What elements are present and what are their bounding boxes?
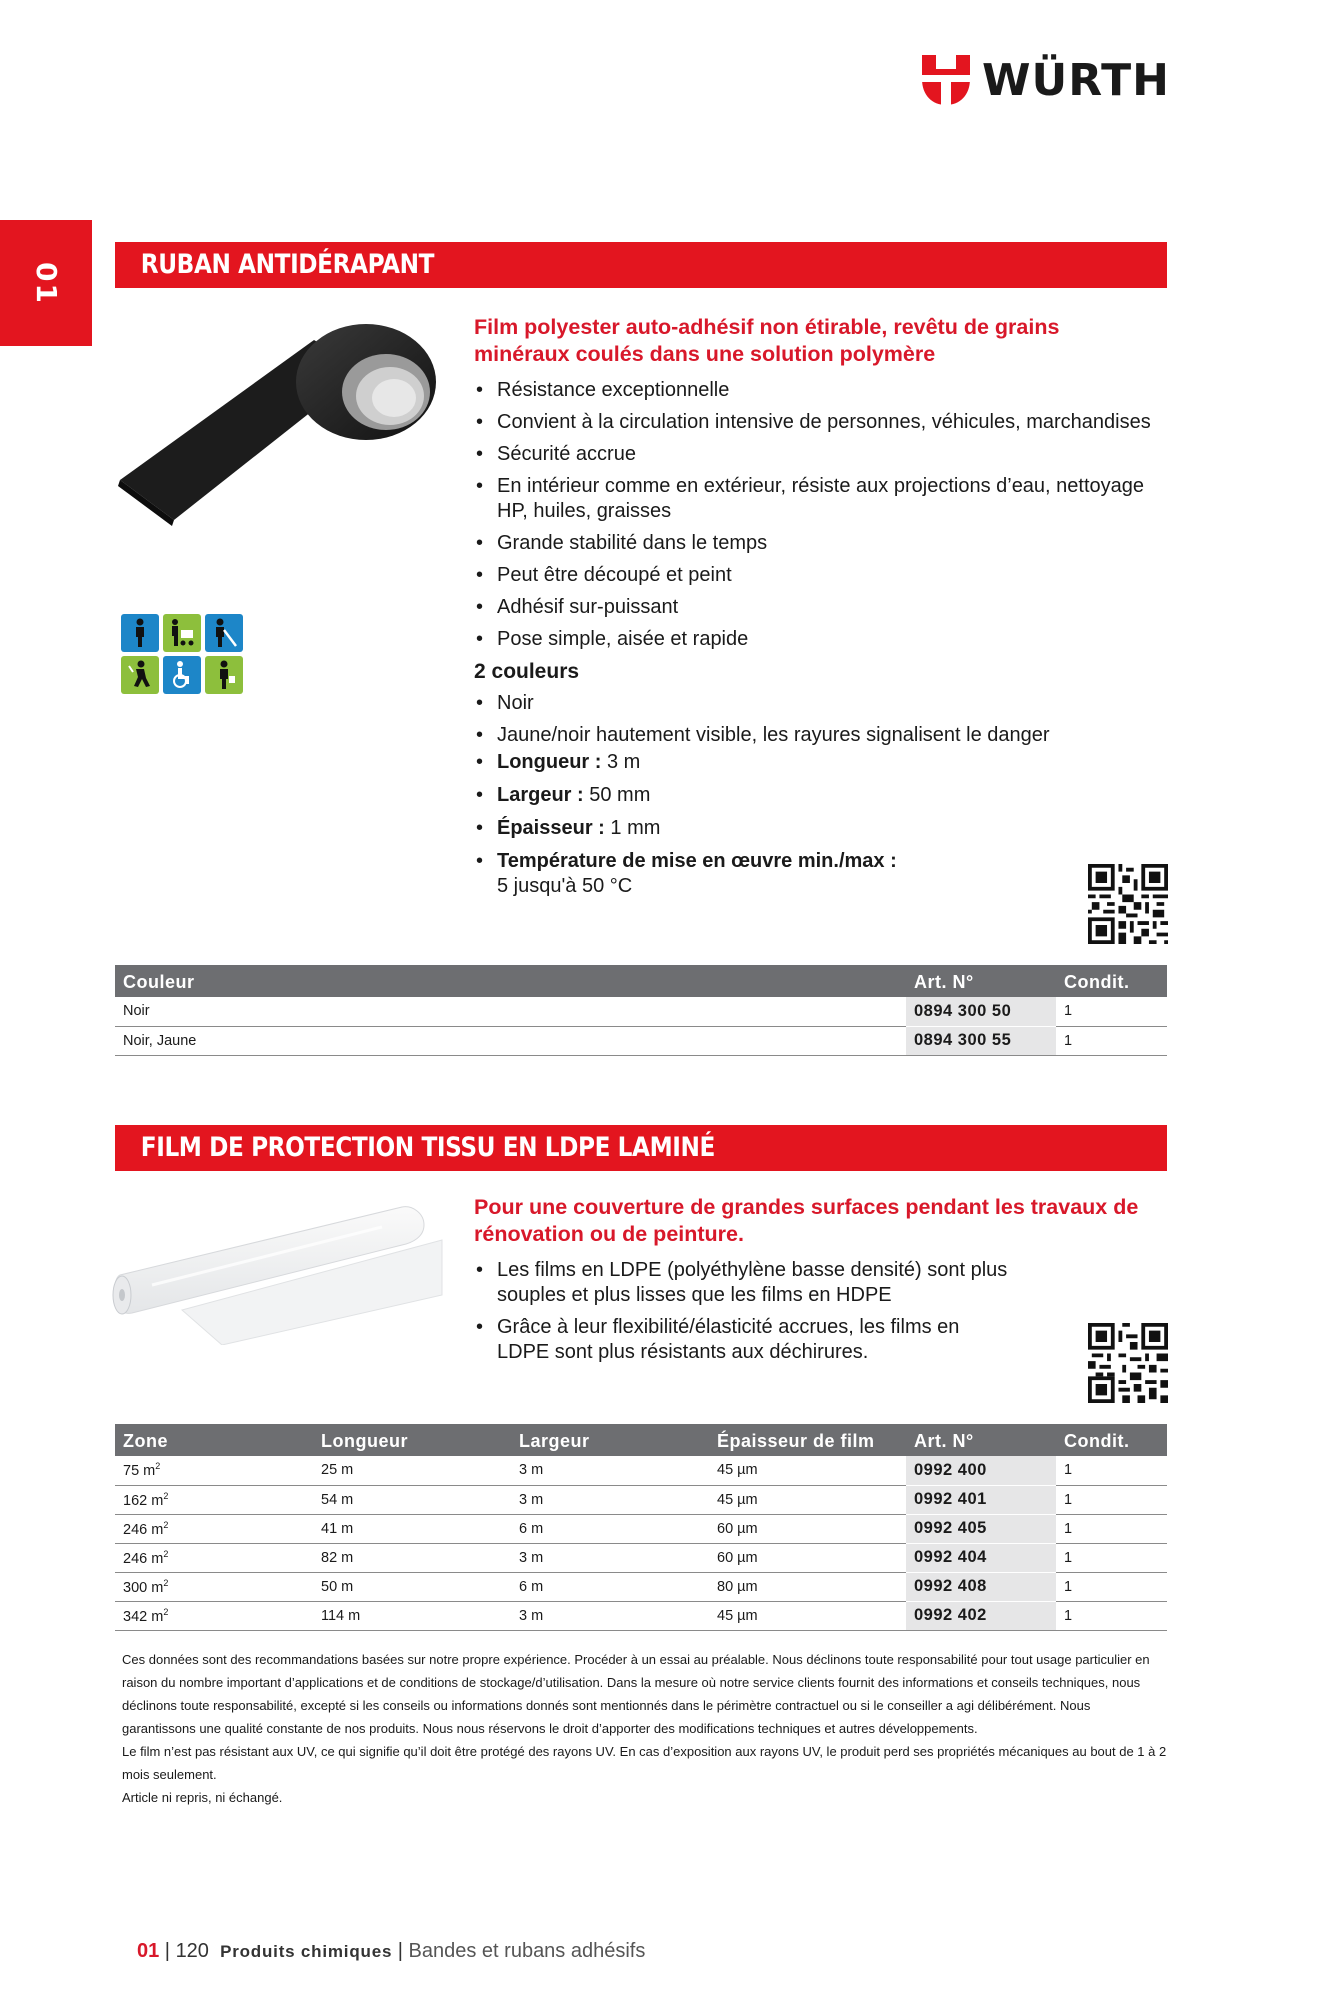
disclaimer-paragraph: Ces données sont des recommandations basées sur notre propre expérience. Procéder à un essai au préalable. Nous déclinons toute responsabilité pour tout usage particulier en raison du nombre important d’applications et de conditions de stockage/d’utilisation. Dans la mesure où notre service clients fournit des informations et conseils techniques, nous déclinons toute responsabilité, excepté si les conseils ou informations donnés sont mentionnés dans le périmètre contractuel ou si le conseiller a agi délibérément. Nous garantissons une qualité constante de nos produits. Nous nous réservons le droit d’apporter des modifications techniques et autres développements. bbox=[122, 1652, 1150, 1736]
cell-largeur: 3 m bbox=[511, 1456, 709, 1485]
spec-item-largeur bbox=[474, 783, 1154, 808]
product-subtitle: Film polyester auto-adhésif non étirable, revêtu de grains minéraux coulés dans une solution polymère bbox=[474, 315, 1060, 366]
cell-largeur: 3 m bbox=[511, 1543, 709, 1572]
protection-film-image bbox=[112, 1195, 452, 1345]
shopping-person-icon bbox=[205, 656, 243, 694]
spec-key: Épaisseur : bbox=[497, 817, 605, 839]
cell-condit: 1 bbox=[1056, 1572, 1167, 1601]
feature-item: • Grâce à leur flexibilité/élasticité accrues, les films en LDPE sont plus résistants aux déchirures. bbox=[474, 1315, 994, 1365]
spec-key: Longueur : bbox=[497, 751, 602, 773]
chapter-tab-label: 01 bbox=[29, 261, 63, 305]
cell-zone: 162 $m^2$ bbox=[115, 1485, 313, 1514]
spec-value: 3 m bbox=[601, 751, 641, 773]
table-row bbox=[115, 1543, 1167, 1572]
footer-category: Produits chimiques bbox=[220, 1942, 393, 1961]
feature-item: • Pose simple, aisée et rapide bbox=[474, 627, 1154, 652]
cell-longueur: 50 m bbox=[313, 1572, 511, 1601]
spec-list bbox=[474, 750, 1154, 899]
cell-epaisseur: 45 µm bbox=[709, 1601, 906, 1630]
color-item: • Noir bbox=[474, 691, 1154, 716]
cell-epaisseur: 60 µm bbox=[709, 1543, 906, 1572]
cell-art-number: 0992 400 bbox=[906, 1456, 1056, 1485]
cell-zone: 75 $m^2$ bbox=[115, 1456, 313, 1485]
feature-list bbox=[474, 378, 1154, 652]
chapter-tab bbox=[0, 220, 92, 346]
cell-art-number: 0894 300 50 bbox=[906, 997, 1056, 1026]
table-row bbox=[115, 1601, 1167, 1630]
feature-item: • Résistance exceptionnelle bbox=[474, 378, 1154, 403]
cell-condit: 1 bbox=[1056, 1601, 1167, 1630]
feature-item: • Convient à la circulation intensive de personnes, véhicules, marchandises bbox=[474, 410, 1154, 435]
spec-key: Largeur : bbox=[497, 784, 584, 806]
spec-item-longueur bbox=[474, 750, 1154, 775]
anti-slip-tape-image bbox=[114, 310, 454, 550]
product-description-film bbox=[474, 1194, 1154, 1372]
product-table-film bbox=[115, 1424, 1167, 1631]
column-header-largeur: Largeur bbox=[511, 1424, 709, 1456]
cell-couleur: Noir, Jaune bbox=[115, 1026, 906, 1055]
cell-longueur: 25 m bbox=[313, 1456, 511, 1485]
walking-person-icon bbox=[121, 614, 159, 652]
wurth-logo-icon bbox=[922, 55, 970, 105]
cell-epaisseur: 45 µm bbox=[709, 1456, 906, 1485]
feature-item: • Adhésif sur-puissant bbox=[474, 595, 1154, 620]
cell-epaisseur: 45 µm bbox=[709, 1485, 906, 1514]
table-row bbox=[115, 1572, 1167, 1601]
feature-list bbox=[474, 1258, 1154, 1365]
product-description-ruban bbox=[474, 314, 1154, 906]
feature-item: • Les films en LDPE (polyéthylène basse densité) sont plus souples et plus lisses que les films en HDPE bbox=[474, 1258, 1034, 1308]
table-row bbox=[115, 1514, 1167, 1543]
spec-key: Température de mise en œuvre min./max : bbox=[497, 850, 897, 872]
usage-icon-grid bbox=[121, 614, 243, 694]
running-person-icon bbox=[121, 656, 159, 694]
table-row bbox=[115, 1456, 1167, 1485]
cell-largeur: 3 m bbox=[511, 1601, 709, 1630]
cell-condit: 1 bbox=[1056, 1026, 1167, 1055]
cell-zone: 246 $m^2$ bbox=[115, 1543, 313, 1572]
cell-art-number: 0992 404 bbox=[906, 1543, 1056, 1572]
section-title: RUBAN ANTIDÉRAPANT bbox=[140, 249, 434, 280]
cell-condit: 1 bbox=[1056, 1514, 1167, 1543]
section-title: FILM DE PROTECTION TISSU EN LDPE LAMINÉ bbox=[140, 1132, 715, 1163]
footer-page-number: 120 bbox=[175, 1940, 209, 1962]
spec-value: 1 mm bbox=[604, 817, 661, 839]
cell-condit: 1 bbox=[1056, 1543, 1167, 1572]
cell-longueur: 82 m bbox=[313, 1543, 511, 1572]
feature-item: • Grande stabilité dans le temps bbox=[474, 531, 1154, 556]
feature-item: • Peut être découpé et peint bbox=[474, 563, 1154, 588]
footer-divider: | bbox=[392, 1940, 409, 1962]
section-header-ruban bbox=[115, 242, 1167, 288]
qr-code-icon[interactable] bbox=[1088, 1323, 1168, 1403]
spec-value: 5 jusqu'à 50 °C bbox=[497, 875, 633, 897]
column-header-epaisseur: Épaisseur de film bbox=[709, 1424, 906, 1456]
cell-longueur: 54 m bbox=[313, 1485, 511, 1514]
table-row bbox=[115, 1026, 1167, 1055]
cell-condit: 1 bbox=[1056, 1485, 1167, 1514]
cell-art-number: 0992 408 bbox=[906, 1572, 1056, 1601]
cell-couleur: Noir bbox=[115, 997, 906, 1026]
cell-largeur: 6 m bbox=[511, 1572, 709, 1601]
spec-value: 50 mm bbox=[583, 784, 651, 806]
footer-separator: | bbox=[159, 1940, 176, 1962]
cell-zone: 342 $m^2$ bbox=[115, 1601, 313, 1630]
cell-zone: 246 $m^2$ bbox=[115, 1514, 313, 1543]
column-header-condit: Condit. bbox=[1056, 1424, 1167, 1456]
cleaning-person-icon bbox=[205, 614, 243, 652]
table-row bbox=[115, 997, 1167, 1026]
color-item: • Jaune/noir hautement visible, les rayures signalisent le danger bbox=[474, 723, 1154, 748]
cell-longueur: 41 m bbox=[313, 1514, 511, 1543]
column-header-longueur: Longueur bbox=[313, 1424, 511, 1456]
table-header-row bbox=[115, 965, 1167, 997]
cell-largeur: 6 m bbox=[511, 1514, 709, 1543]
column-header-condit: Condit. bbox=[1056, 965, 1167, 997]
feature-item: • Sécurité accrue bbox=[474, 442, 1154, 467]
cell-condit: 1 bbox=[1056, 997, 1167, 1026]
table-row bbox=[115, 1485, 1167, 1514]
wurth-logo bbox=[922, 52, 1172, 108]
disclaimer-text bbox=[122, 1648, 1167, 1809]
cell-art-number: 0992 402 bbox=[906, 1601, 1056, 1630]
cell-art-number: 0894 300 55 bbox=[906, 1026, 1056, 1055]
wheelchair-icon bbox=[163, 656, 201, 694]
cell-art-number: 0992 401 bbox=[906, 1485, 1056, 1514]
product-table-ruban bbox=[115, 965, 1167, 1056]
cell-epaisseur: 60 µm bbox=[709, 1514, 906, 1543]
column-header-art: Art. N° bbox=[906, 965, 1056, 997]
column-header-zone: Zone bbox=[115, 1424, 313, 1456]
stroller-icon bbox=[163, 614, 201, 652]
footer-subcategory: Bandes et rubans adhésifs bbox=[408, 1940, 646, 1962]
column-header-art: Art. N° bbox=[906, 1424, 1056, 1456]
cell-condit: 1 bbox=[1056, 1456, 1167, 1485]
product-subtitle: Pour une couverture de grandes surfaces pendant les travaux de rénovation ou de peinture. bbox=[474, 1195, 1139, 1246]
cell-longueur: 114 m bbox=[313, 1601, 511, 1630]
footer-section-number: 01 bbox=[137, 1940, 160, 1962]
colors-title: 2 couleurs bbox=[474, 660, 580, 683]
spec-item-epaisseur bbox=[474, 816, 1154, 841]
page-footer bbox=[137, 1940, 645, 1963]
cell-largeur: 3 m bbox=[511, 1485, 709, 1514]
section-header-film bbox=[115, 1125, 1167, 1171]
disclaimer-paragraph: Article ni repris, ni échangé. bbox=[122, 1790, 283, 1805]
color-list bbox=[474, 691, 1154, 748]
spec-item-temperature bbox=[474, 849, 1154, 899]
column-header-couleur: Couleur bbox=[115, 965, 906, 997]
feature-item: • En intérieur comme en extérieur, résiste aux projections d’eau, nettoyage HP, huiles, graisses bbox=[474, 474, 1154, 524]
brand-name: WÜRTH bbox=[982, 54, 1171, 106]
disclaimer-paragraph: Le film n’est pas résistant aux UV, ce qui signifie qu’il doit être protégé des rayons UV. En cas d’exposition aux rayons UV, le produit perd ses propriétés mécaniques au bout de 1 à 2 mois seulement. bbox=[122, 1744, 1167, 1782]
table-header-row bbox=[115, 1424, 1167, 1456]
cell-art-number: 0992 405 bbox=[906, 1514, 1056, 1543]
cell-zone: 300 $m^2$ bbox=[115, 1572, 313, 1601]
qr-code-icon[interactable] bbox=[1088, 864, 1168, 944]
cell-epaisseur: 80 µm bbox=[709, 1572, 906, 1601]
